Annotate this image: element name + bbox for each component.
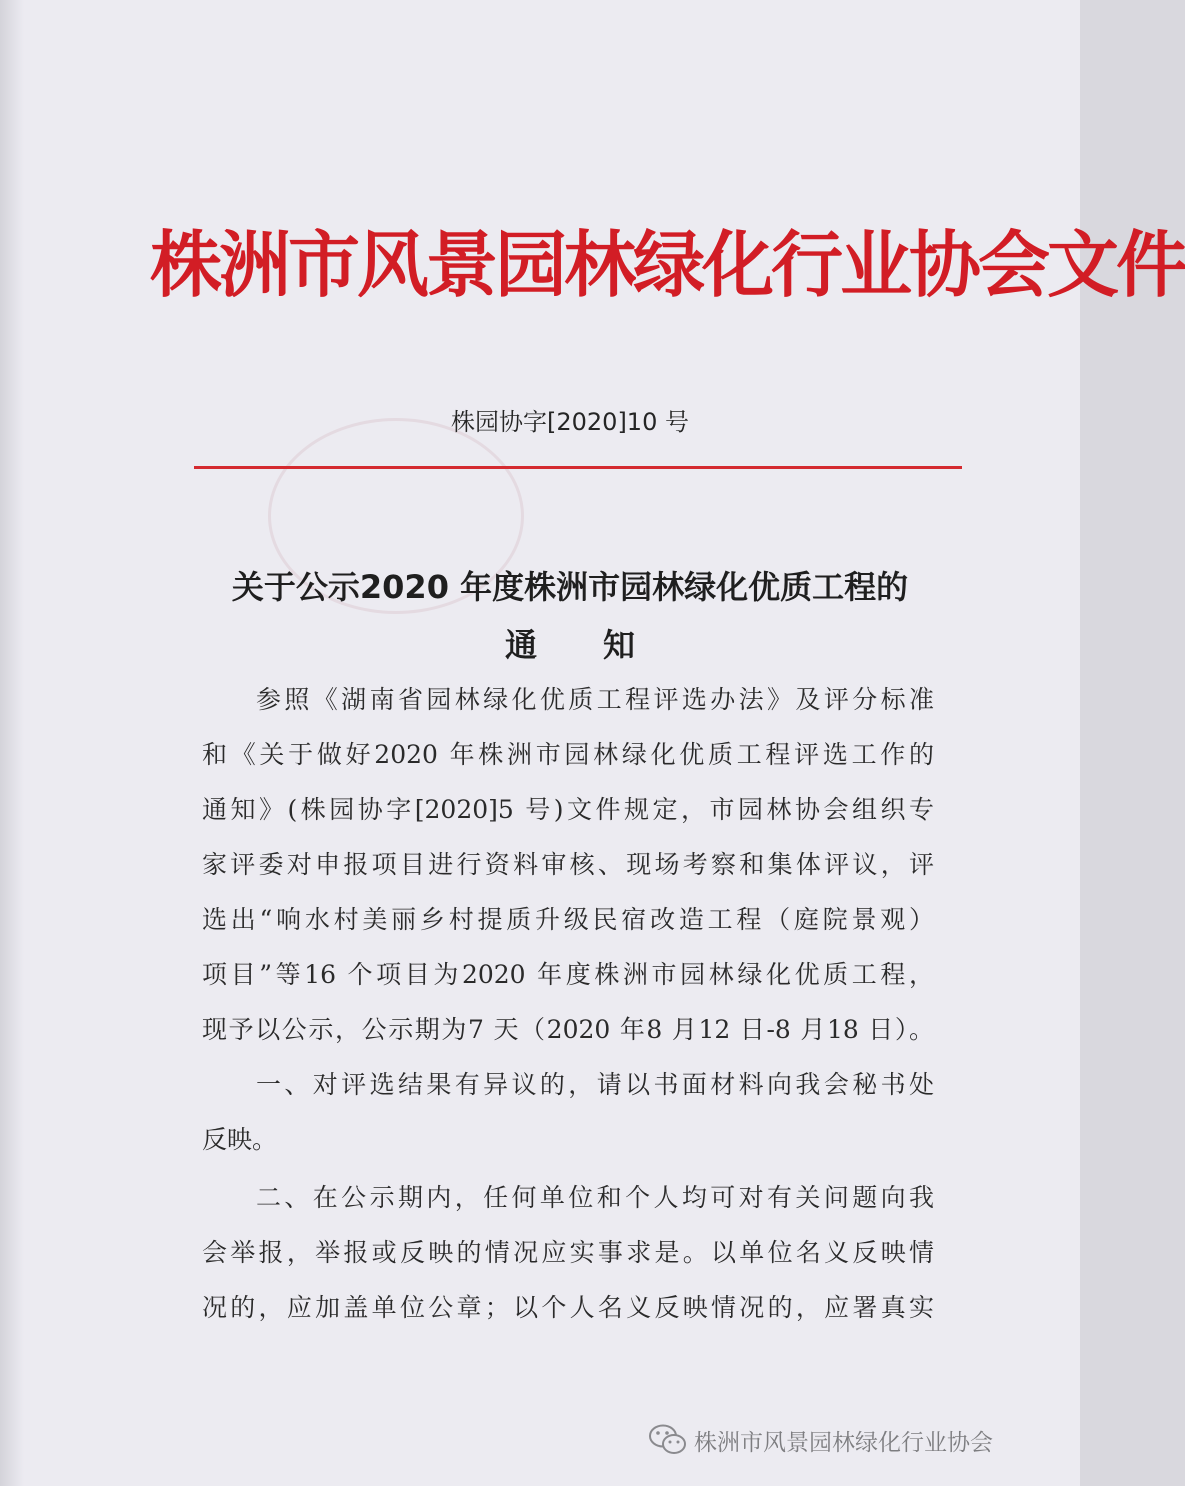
red-divider-line bbox=[194, 466, 962, 469]
body-line-10: 二、在公示期内，任何单位和个人均可对有关问题向我 bbox=[256, 1183, 934, 1212]
body-line-5: 选出“响水村美丽乡村提质升级民宿改造工程（庭院景观） bbox=[202, 905, 934, 934]
body-line-6: 项目”等16 个项目为2020 年度株洲市园林绿化优质工程， bbox=[202, 960, 934, 989]
notice-title-line-1: 关于公示2020 年度株洲市园林绿化优质工程的 bbox=[231, 568, 909, 606]
watermark-text: 株洲市风景园林绿化行业协会 bbox=[694, 1429, 993, 1456]
body-line-8: 一、对评选结果有异议的，请以书面材料向我会秘书处 bbox=[256, 1070, 934, 1099]
body-line-11: 会举报，举报或反映的情况应实事求是。以单位名义反映情 bbox=[202, 1238, 934, 1267]
body-line-3: 通知》(株园协字[2020]5 号)文件规定，市园林协会组织专 bbox=[202, 795, 934, 824]
masthead-title: 株洲市风景园林绿化行业协会文件 bbox=[150, 222, 1185, 307]
wechat-watermark bbox=[648, 1418, 993, 1462]
body-line-12: 况的，应加盖单位公章；以个人名义反映情况的，应署真实 bbox=[202, 1293, 934, 1322]
body-line-7: 现予以公示，公示期为7 天（2020 年8 月12 日-8 月18 日）。 bbox=[202, 1015, 934, 1044]
body-line-9: 反映。 bbox=[202, 1125, 278, 1154]
body-line-1: 参照《湖南省园林绿化优质工程评选办法》及评分标准 bbox=[256, 685, 934, 714]
body-line-2: 和《关于做好2020 年株洲市园林绿化优质工程评选工作的 bbox=[202, 740, 934, 769]
document-number: 株园协字[2020]10 号 bbox=[451, 408, 689, 436]
notice-title-line-2: 通知 bbox=[504, 626, 701, 664]
wechat-icon bbox=[648, 1423, 688, 1457]
body-line-4: 家评委对申报项目进行资料审核、现场考察和集体评议，评 bbox=[202, 850, 934, 879]
page-edge-shadow bbox=[0, 0, 24, 1486]
